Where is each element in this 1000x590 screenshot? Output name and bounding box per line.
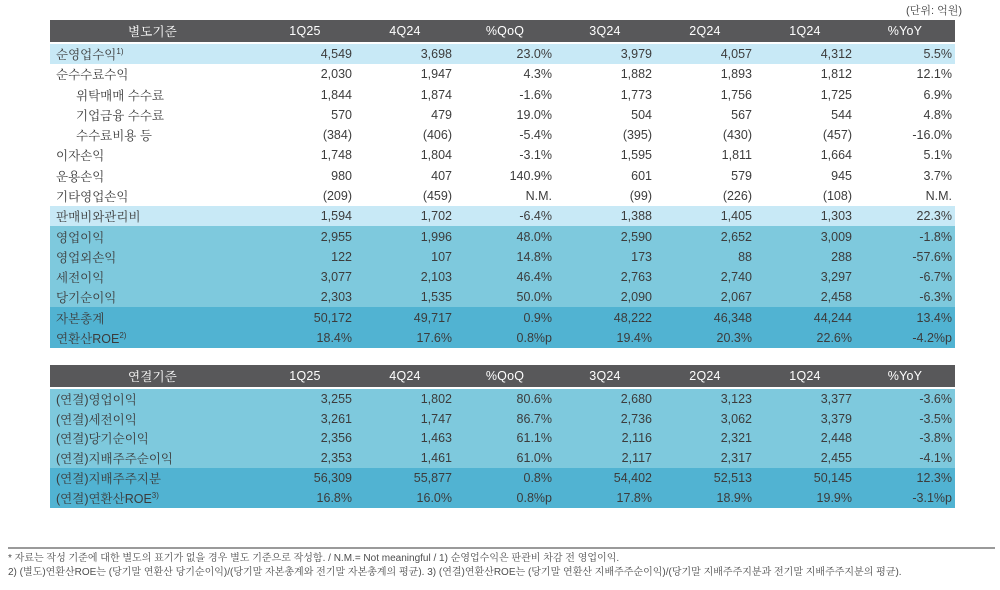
cell-value: 2,067 [720,290,752,305]
cell-value: 2,321 [720,431,752,446]
table-row [50,429,955,449]
cell-value: 1,303 [820,209,852,224]
cell-value: 2,448 [820,431,852,446]
cell-value: -5.4% [519,128,552,143]
cell-value: 288 [831,249,852,264]
row-label: 연환산ROE$^{2)}$ [56,330,127,346]
cell-value: 4.8% [923,107,952,122]
cell-value: 3,123 [720,391,752,406]
cell-value: 61.0% [516,451,552,466]
cell-value: -3.6% [919,391,952,406]
cell-value: -16.0% [912,128,952,143]
cell-value: 1,747 [420,411,452,426]
row-label: (연결)연환산ROE$^{3)}$ [56,490,159,506]
cell-value: 1,594 [320,209,352,224]
column-header: 4Q24 [389,24,421,38]
cell-value: 1,748 [320,148,352,163]
column-header: 1Q24 [789,24,821,38]
cell-value: 544 [831,107,852,122]
cell-value: 5.5% [923,47,952,62]
cell-value: 4,312 [820,47,852,62]
cell-value: -3.5% [919,411,952,426]
cell-value: 0.8%p [516,330,552,345]
table-row [50,145,955,165]
column-header: 1Q25 [289,369,321,383]
cell-value: 3,062 [720,411,752,426]
cell-value: 2,740 [720,270,752,285]
cell-value: 2,303 [320,290,352,305]
table-header-row [50,365,955,387]
cell-value: 1,812 [820,67,852,82]
column-header: 2Q24 [689,369,721,383]
cell-value: 2,680 [620,391,652,406]
cell-value: (406) [422,128,452,143]
cell-value: 0.8% [523,471,552,486]
row-label: 기업금융 수수료 [76,108,164,123]
cell-value: 504 [631,107,652,122]
cell-value: 3,379 [820,411,852,426]
cell-value: 46,348 [713,310,752,325]
cell-value: 4,549 [320,47,352,62]
cell-value: (209) [322,188,352,203]
cell-value: 19.4% [616,330,652,345]
cell-value: 980 [331,168,352,183]
cell-value: 1,664 [820,148,852,163]
row-label: 이자손익 [56,149,105,164]
cell-value: 2,317 [720,451,752,466]
row-label: 운용손익 [56,169,105,184]
cell-value: -1.8% [919,229,952,244]
table-row [50,247,955,267]
table-row [50,226,955,246]
cell-value: 46.4% [516,270,552,285]
cell-value: 86.7% [516,411,552,426]
cell-value: 80.6% [516,391,552,406]
row-label: 순수수료수익 [56,68,129,83]
cell-value: 0.8%p [516,490,552,505]
table-row [50,488,955,508]
cell-value: 88 [738,249,752,264]
cell-value: 48.0% [516,229,552,244]
footnote-marker: 3) [151,490,159,500]
cell-value: 570 [331,107,352,122]
cell-value: 3,979 [620,47,652,62]
row-label: (연결)당기순이익 [56,432,149,447]
cell-value: 140.9% [509,168,552,183]
row-label: 기타영업손익 [56,189,129,204]
cell-value: 49,717 [413,310,452,325]
cell-value: 579 [731,168,752,183]
cell-value: 18.9% [716,490,752,505]
row-label: 순영업수익$^{1)}$ [56,46,124,63]
cell-value: N.M. [525,188,552,203]
cell-value: 19.9% [816,490,852,505]
row-label: 영업이익 [56,230,105,245]
row-label: (연결)세전이익 [56,412,137,427]
cell-value: 4.3% [523,67,552,82]
cell-value: 16.0% [416,490,452,505]
cell-value: 1,725 [820,87,852,102]
unit-note: (단위: 억원) [906,5,962,17]
table-header-row [50,20,955,42]
row-label: 세전이익 [56,271,105,286]
cell-value: 1,463 [420,431,452,446]
row-label: 당기순이익 [56,291,117,306]
column-header: 별도기준 [127,25,178,39]
cell-value: 44,244 [813,310,852,325]
cell-value: 50,145 [813,471,852,486]
consolidated-basis-table [50,365,955,508]
column-header: 3Q24 [589,24,621,38]
cell-value: -57.6% [912,249,952,264]
cell-value: 61.1% [516,431,552,446]
cell-value: 50.0% [516,290,552,305]
table-row [50,105,955,125]
column-header: %QoQ [485,369,525,383]
cell-value: 54,402 [613,471,652,486]
cell-value: 50,172 [313,310,352,325]
cell-value: -6.4% [519,209,552,224]
cell-value: 2,763 [620,270,652,285]
cell-value: 2,590 [620,229,652,244]
cell-value: 52,513 [713,471,752,486]
cell-value: 1,811 [721,148,752,163]
row-label: 수수료비용 등 [76,129,152,144]
cell-value: 1,874 [420,87,452,102]
cell-value: 4,057 [720,47,752,62]
cell-value: (99) [629,188,652,203]
cell-value: 17.8% [616,490,652,505]
column-header: 1Q24 [789,369,821,383]
cell-value: 567 [731,107,752,122]
footnote-marker: 2) [119,330,127,340]
row-label: 영업외손익 [56,250,117,265]
cell-value: 16.8% [316,490,352,505]
cell-value: 6.9% [923,87,952,102]
column-header: 3Q24 [589,369,621,383]
cell-value: (226) [722,188,752,203]
table-row [50,307,955,327]
cell-value: 1,461 [420,451,452,466]
cell-value: 2,117 [621,451,652,466]
column-header: 연결기준 [127,370,178,384]
cell-value: 2,455 [820,451,852,466]
cell-value: 3,377 [820,391,852,406]
cell-value: 17.6% [416,330,452,345]
cell-value: 55,877 [413,471,452,486]
table-row [50,389,955,409]
table-row [50,409,955,429]
cell-value: 1,804 [420,148,452,163]
cell-value: -4.2%p [912,330,952,345]
cell-value: 3,698 [420,47,452,62]
cell-value: 13.4% [916,310,952,325]
cell-value: 1,405 [720,209,752,224]
cell-value: 2,090 [620,290,652,305]
column-header: 4Q24 [389,369,421,383]
cell-value: 19.0% [516,107,552,122]
cell-value: 2,356 [320,431,352,446]
cell-value: -6.7% [919,270,952,285]
column-header: %YoY [887,24,923,38]
row-label: (연결)영업이익 [56,392,137,407]
cell-value: -3.8% [919,431,952,446]
cell-value: 0.9% [523,310,552,325]
cell-value: 1,595 [620,148,652,163]
row-label: (연결)지배주주순이익 [56,452,174,467]
table-row [50,85,955,105]
standalone-basis-table [50,20,955,348]
cell-value: 945 [831,168,852,183]
table-row [50,64,955,84]
cell-value: (430) [722,128,752,143]
cell-value: (395) [622,128,652,143]
cell-value: 1,844 [320,87,352,102]
cell-value: 2,116 [621,431,652,446]
cell-value: 173 [631,249,652,264]
cell-value: 1,535 [420,290,452,305]
cell-value: 1,702 [420,209,452,224]
footnote-marker: 1) [116,46,124,56]
cell-value: 3,261 [320,411,352,426]
table-row [50,287,955,307]
cell-value: 2,652 [720,229,752,244]
column-header: 1Q25 [289,24,321,38]
cell-value: 22.3% [916,209,952,224]
table-row [50,468,955,488]
table-row [50,125,955,145]
row-label: 판매비와관리비 [56,210,141,225]
cell-value: 122 [331,249,352,264]
cell-value: 2,353 [320,451,352,466]
table-row [50,44,955,64]
row-label: (연결)지배주주지분 [56,472,161,487]
cell-value: -3.1% [519,148,552,163]
cell-value: (108) [822,188,852,203]
cell-value: 2,458 [820,290,852,305]
column-header: %QoQ [485,24,525,38]
cell-value: 23.0% [516,47,552,62]
cell-value: (384) [322,128,352,143]
cell-value: -4.1% [919,451,952,466]
cell-value: 1,773 [620,87,652,102]
cell-value: 3,255 [320,391,352,406]
cell-value: 1,882 [620,67,652,82]
cell-value: 2,736 [620,411,652,426]
cell-value: 3,009 [820,229,852,244]
cell-value: -6.3% [919,290,952,305]
cell-value: 1,893 [720,67,752,82]
cell-value: 107 [431,249,452,264]
cell-value: 56,309 [313,471,352,486]
cell-value: 601 [631,168,652,183]
footnotes [8,552,995,579]
cell-value: (457) [822,128,852,143]
cell-value: 14.8% [516,249,552,264]
cell-value: 1,756 [720,87,752,102]
cell-value: 22.6% [816,330,852,345]
cell-value: 12.3% [916,471,952,486]
cell-value: 2,030 [320,67,352,82]
cell-value: 2,955 [320,229,352,244]
cell-value: 1,996 [420,229,452,244]
table-row [50,206,955,226]
cell-value: 12.1% [916,67,952,82]
footnote-divider [8,547,995,549]
cell-value: -3.1%p [912,490,952,505]
cell-value: 3,297 [820,270,852,285]
column-header: 2Q24 [689,24,721,38]
cell-value: 48,222 [613,310,652,325]
footnote-line-1: * 자료는 작성 기준에 대한 별도의 표기가 없을 경우 별도 기준으로 작성함. / N.M.= Not meaningful / 1) 순영업수익은 판관비 차감 전 영업이익. [8,553,620,564]
cell-value: 1,388 [620,209,652,224]
table-row [50,448,955,468]
cell-value: 407 [431,168,452,183]
cell-value: 1,947 [420,67,452,82]
cell-value: 2,103 [420,270,452,285]
cell-value: 3.7% [923,168,952,183]
row-label: 자본총계 [56,311,105,326]
table-row [50,166,955,186]
row-label: 위탁매매 수수료 [76,88,164,103]
column-header: %YoY [887,369,923,383]
cell-value: 5.1% [923,148,952,163]
cell-value: N.M. [925,188,952,203]
cell-value: -1.6% [519,87,552,102]
table-row [50,328,955,348]
table-row [50,267,955,287]
table-row [50,186,955,206]
cell-value: (459) [422,188,452,203]
cell-value: 20.3% [716,330,752,345]
cell-value: 479 [431,107,452,122]
cell-value: 1,802 [420,391,452,406]
footnote-line-2: 2) (별도)연환산ROE는 (당기말 연환산 당기순이익)/(당기말 자본총계와 전기말 자본총계의 평균). 3) (연결)연환산ROE는 (당기말 연환산 지배주주순이익)/(당기말 지배주주지분과 전기말 지배주주지분의 평균). [8,566,902,578]
cell-value: 3,077 [320,270,352,285]
cell-value: 18.4% [316,330,352,345]
